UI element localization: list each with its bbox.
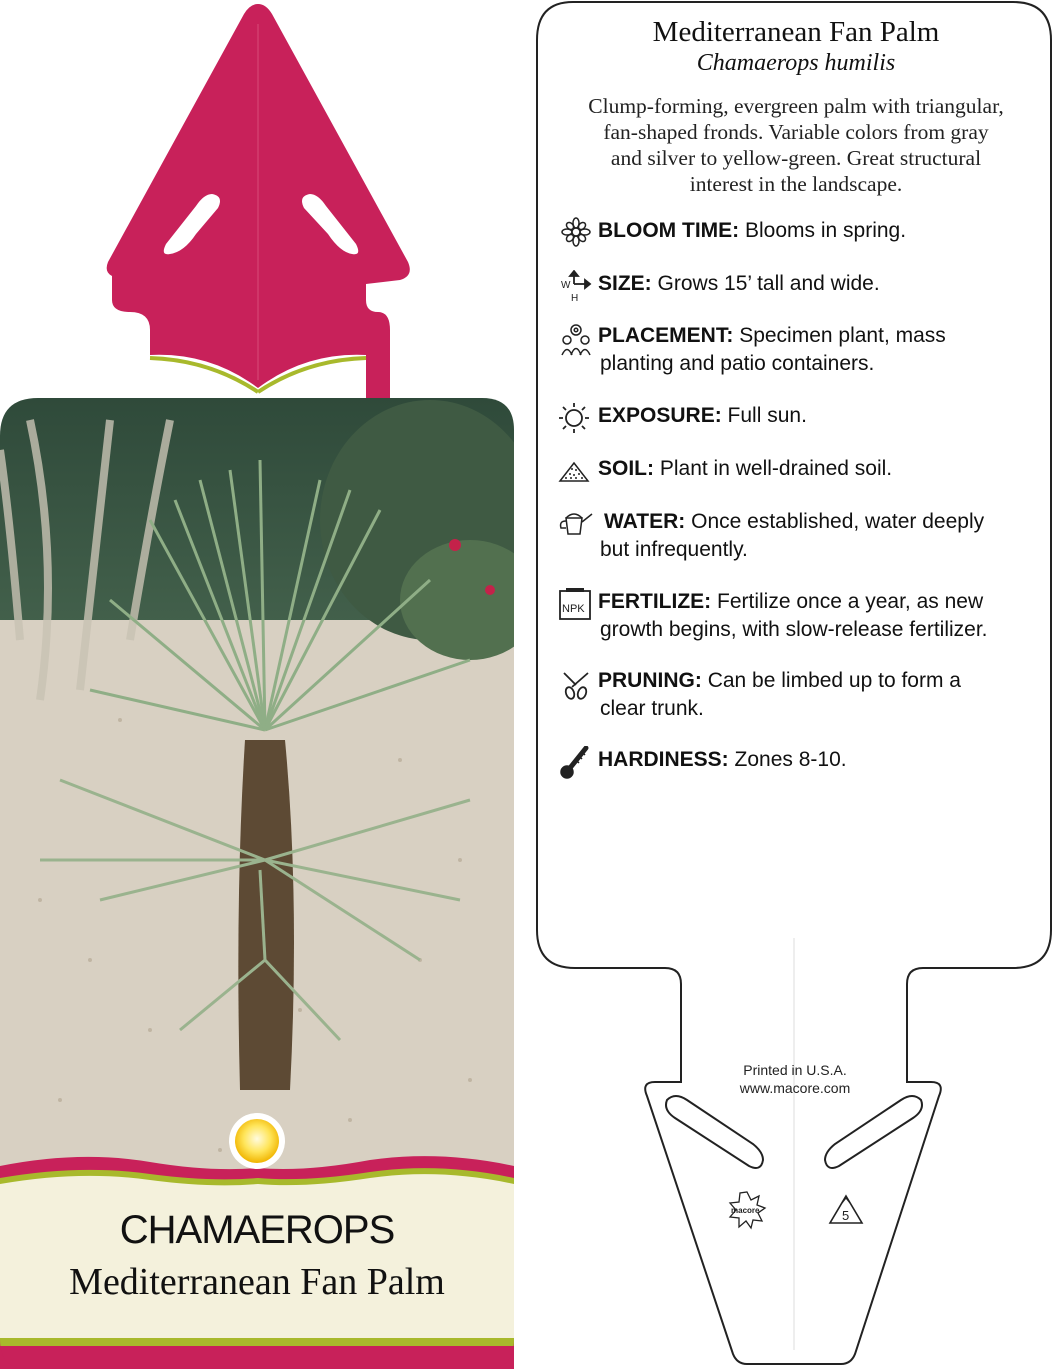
thermometer-icon [558, 746, 594, 780]
plants-icon [558, 322, 594, 356]
svg-text:5: 5 [842, 1208, 850, 1223]
macore-logo-icon [727, 1190, 767, 1230]
care-hardiness: HARDINESS: Zones 8-10. [558, 746, 1038, 774]
care-pruning: PRUNING: Can be limbed up to form a clear trunk. [558, 667, 1038, 723]
size-arrows-icon [558, 270, 594, 304]
sun-outline-icon [558, 402, 594, 436]
care-size: W H SIZE: Grows 15’ tall and wide. [558, 270, 1038, 298]
care-water: WATER: Once established, water deeply but infrequently. [558, 508, 1038, 564]
soil-icon [558, 455, 594, 489]
watering-can-icon [558, 508, 594, 542]
pruners-icon [558, 667, 594, 701]
care-soil: SOIL: Plant in well-drained soil. [558, 455, 1038, 483]
front-genus-label: CHAMAEROPS [119, 1208, 395, 1252]
flower-icon [558, 217, 594, 251]
care-exposure: EXPOSURE: Full sun. [558, 402, 1038, 430]
back-title: Mediterranean Fan Palm [652, 16, 940, 48]
back-latin-name: Chamaerops humilis [696, 50, 896, 76]
front-common-name: Mediterranean Fan Palm [69, 1261, 445, 1303]
printed-info: Printed in U.S.A. www.macore.com [739, 1062, 851, 1096]
care-bloom-time: BLOOM TIME: Blooms in spring. [558, 217, 1038, 245]
svg-text:NPK: NPK [562, 603, 585, 615]
recycle-5-icon [828, 1194, 864, 1226]
fertilizer-icon [558, 588, 594, 622]
back-description: Clump-forming, evergreen palm with triangular, fan-shaped fronds. Variable colors from gray and silver to yellow-green. Great structural interest in the landscape. [588, 94, 1004, 196]
svg-text:W: W [561, 280, 571, 291]
svg-text:H: H [571, 293, 579, 304]
palm-photo [0, 398, 520, 1200]
care-fertilize: NPK FERTILIZE: Fertilize once a year, as new growth begins, with slow-release fertilizer. [558, 588, 1038, 644]
care-placement: PLACEMENT: Specimen plant, mass planting and patio containers. [558, 322, 1038, 378]
sun-icon [229, 1113, 285, 1169]
svg-text:macore: macore [731, 1206, 760, 1215]
front-tag [0, 0, 520, 1369]
